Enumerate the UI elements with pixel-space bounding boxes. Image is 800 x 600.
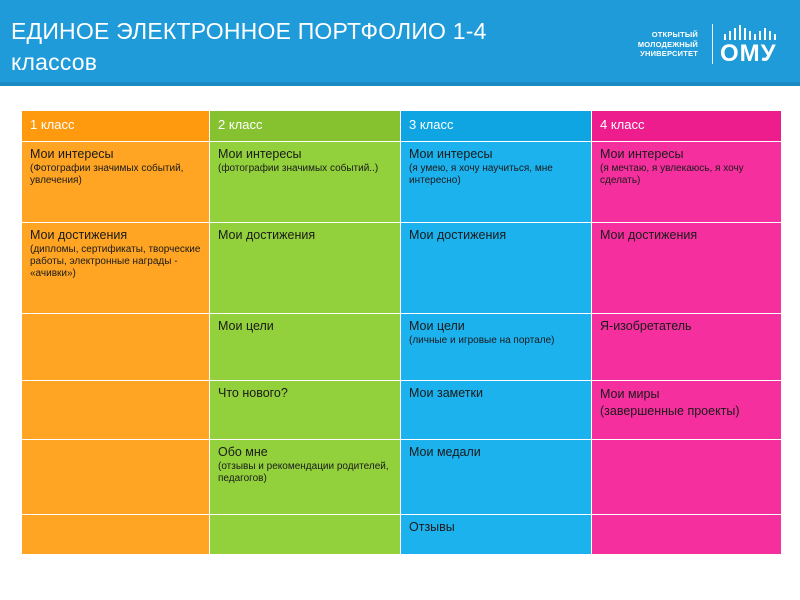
header-grade-2: 2 класс — [210, 111, 400, 141]
table-cell — [401, 381, 591, 439]
cell-title: Мои достижения — [30, 228, 128, 242]
table-cell — [210, 381, 400, 439]
table-cell-empty — [22, 381, 209, 439]
table-cell — [401, 440, 591, 514]
cell-title: Мои интересы — [409, 147, 493, 161]
table-cell-empty — [22, 440, 209, 514]
logo-line1: ОТКРЫТЫЙ — [651, 30, 698, 39]
cell-title: Мои цели — [218, 319, 274, 333]
cell-title: Мои интересы — [600, 147, 684, 161]
cell-note: (личные и игровые на портале) — [409, 335, 555, 346]
table-cell — [210, 223, 400, 313]
table-cell — [401, 314, 591, 380]
omu-logo — [610, 14, 790, 74]
logo-divider — [712, 24, 713, 64]
table-cell — [401, 142, 591, 222]
cell-title: Мои достижения — [600, 228, 698, 242]
table-cell — [592, 314, 781, 380]
header-grade-3: 3 класс — [401, 111, 591, 141]
table-cell-empty — [210, 515, 400, 554]
slide-header — [0, 0, 800, 86]
table-cell — [592, 142, 781, 222]
table-cell — [22, 223, 209, 313]
cell-note: (я умею, я хочу научиться, мне интересно) — [409, 163, 553, 186]
cell-title: Мои интересы — [218, 147, 302, 161]
cell-title: Я-изобретатель — [600, 319, 692, 333]
cell-title: Отзывы — [409, 520, 455, 534]
table-cell — [592, 223, 781, 313]
table-cell — [401, 515, 591, 554]
slide-title: ЕДИНОЕ ЭЛЕКТРОННОЕ ПОРТФОЛИО 1-4 классов — [11, 18, 487, 75]
table-cell — [210, 440, 400, 514]
table-cell — [22, 142, 209, 222]
portfolio-table — [22, 111, 778, 548]
table-cell — [210, 142, 400, 222]
cell-title: Мои интересы — [30, 147, 114, 161]
cell-title-2: (завершенные проекты) — [600, 404, 740, 418]
header-grade-4: 4 класс — [592, 111, 781, 141]
table-cell-empty — [22, 314, 209, 380]
logo-abbr: ОМУ — [720, 40, 777, 67]
cell-note: (Фотографии значимых событий, увлечения) — [30, 163, 184, 186]
cell-title: Мои достижения — [409, 228, 507, 242]
logo-line2: МОЛОДЕЖНЫЙ — [637, 39, 698, 49]
cell-title: Мои миры — [600, 387, 660, 401]
cell-note: (дипломы, сертификаты, творческие работы, электронные награды - «ачивки») — [30, 244, 201, 279]
table-cell — [401, 223, 591, 313]
cell-title: Мои медали — [409, 445, 481, 459]
cell-note: (фотографии значимых событий..) — [218, 163, 379, 174]
logo-text — [608, 30, 698, 59]
cell-title: Мои цели — [409, 319, 465, 333]
cell-note: (я мечтаю, я увлекаюсь, я хочу сделать) — [600, 163, 744, 186]
header-grade-1: 1 класс — [22, 111, 209, 141]
cell-title: Мои заметки — [409, 386, 483, 400]
table-cell-empty — [22, 515, 209, 554]
cell-title: Обо мне — [218, 445, 268, 459]
header-stripe — [0, 82, 800, 86]
table-cell-empty — [592, 440, 781, 514]
logo-line3: УНИВЕРСИТЕТ — [640, 49, 698, 58]
table-cell — [210, 314, 400, 380]
table-cell-empty — [592, 515, 781, 554]
cell-title: Что нового? — [218, 386, 288, 400]
cell-title: Мои достижения — [218, 228, 316, 242]
table-cell — [592, 381, 781, 439]
cell-note: (отзывы и рекомендации родителей, педагогов) — [218, 461, 389, 484]
